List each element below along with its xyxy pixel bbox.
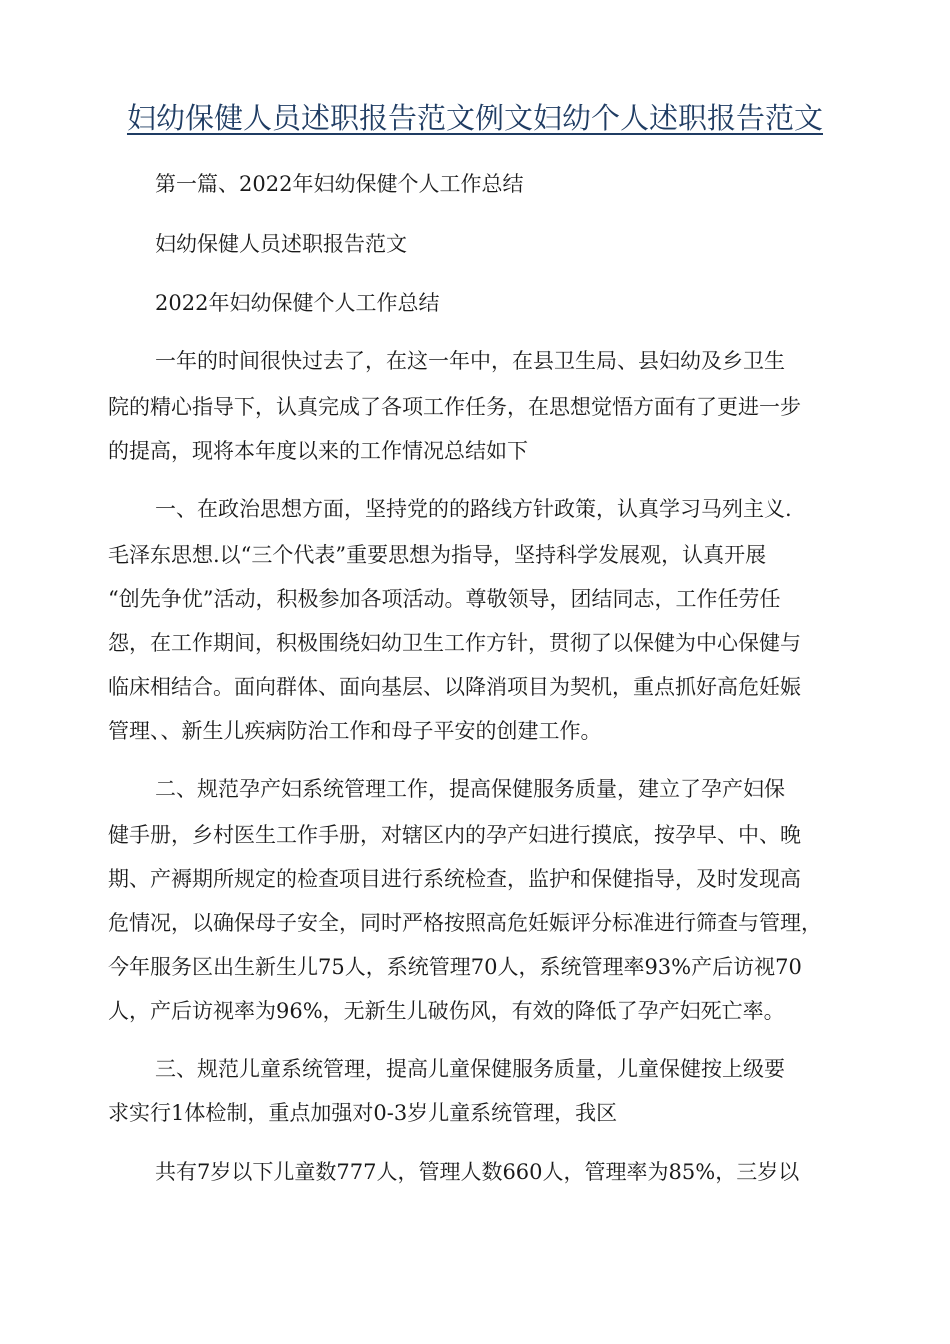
paragraph-line: 期、产褥期所规定的检查项目进行系统检查，监护和保健指导，及时发现高 <box>108 867 801 891</box>
paragraph-line: 院的精心指导下，认真完成了各项工作任务，在思想觉悟方面有了更进一步 <box>108 395 801 419</box>
document-title: 妇幼保健人员述职报告范文例文妇幼个人述职报告范文 <box>126 101 823 135</box>
paragraph-line: 管理、、新生儿疾病防治工作和母子平安的创建工作。 <box>108 719 602 743</box>
paragraph-line: 共有7岁以下儿童数777人，管理人数660人，管理率为85%，三岁以 <box>155 1160 800 1184</box>
paragraph-line: 毛泽东思想.以“三个代表”重要思想为指导，坚持科学发展观，认真开展 <box>108 543 767 567</box>
paragraph-line: “创先争优”活动，积极参加各项活动。尊敬领导，团结同志，工作任劳任 <box>108 587 781 611</box>
subtitle: 妇幼保健人员述职报告范文 <box>155 232 407 256</box>
paragraph-line: 临床相结合。面向群体、面向基层、以降消项目为契机，重点抓好高危妊娠 <box>108 675 801 699</box>
paragraph-line: 三、规范儿童系统管理，提高儿童保健服务质量，儿童保健按上级要 <box>155 1057 785 1081</box>
paragraph-line: 二、规范孕产妇系统管理工作，提高保健服务质量，建立了孕产妇保 <box>155 777 785 801</box>
paragraph-line: 今年服务区出生新生儿75人，系统管理70人，系统管理率93%产后访视70 <box>108 955 802 979</box>
paragraph-line: 的提高，现将本年度以来的工作情况总结如下 <box>108 439 528 463</box>
section-heading: 第一篇、2022年妇幼保健个人工作总结 <box>155 172 524 196</box>
subtitle: 2022年妇幼保健个人工作总结 <box>155 291 440 315</box>
paragraph-line: 一、在政治思想方面，坚持党的的路线方针政策，认真学习马列主义. <box>155 497 792 521</box>
paragraph-line: 怨，在工作期间，积极围绕妇幼卫生工作方针，贯彻了以保健为中心保健与 <box>108 631 801 655</box>
paragraph-line: 求实行1体检制，重点加强对0-3岁儿童系统管理，我区 <box>108 1101 618 1125</box>
paragraph-line: 危情况，以确保母子安全，同时严格按照高危妊娠评分标准进行筛查与管理， <box>108 911 822 935</box>
paragraph-line: 健手册，乡村医生工作手册，对辖区内的孕产妇进行摸底，按孕早、中、晚 <box>108 823 801 847</box>
paragraph-line: 人，产后访视率为96%，无新生儿破伤风，有效的降低了孕产妇死亡率。 <box>108 999 785 1023</box>
paragraph-line: 一年的时间很快过去了，在这一年中，在县卫生局、县妇幼及乡卫生 <box>155 349 785 373</box>
